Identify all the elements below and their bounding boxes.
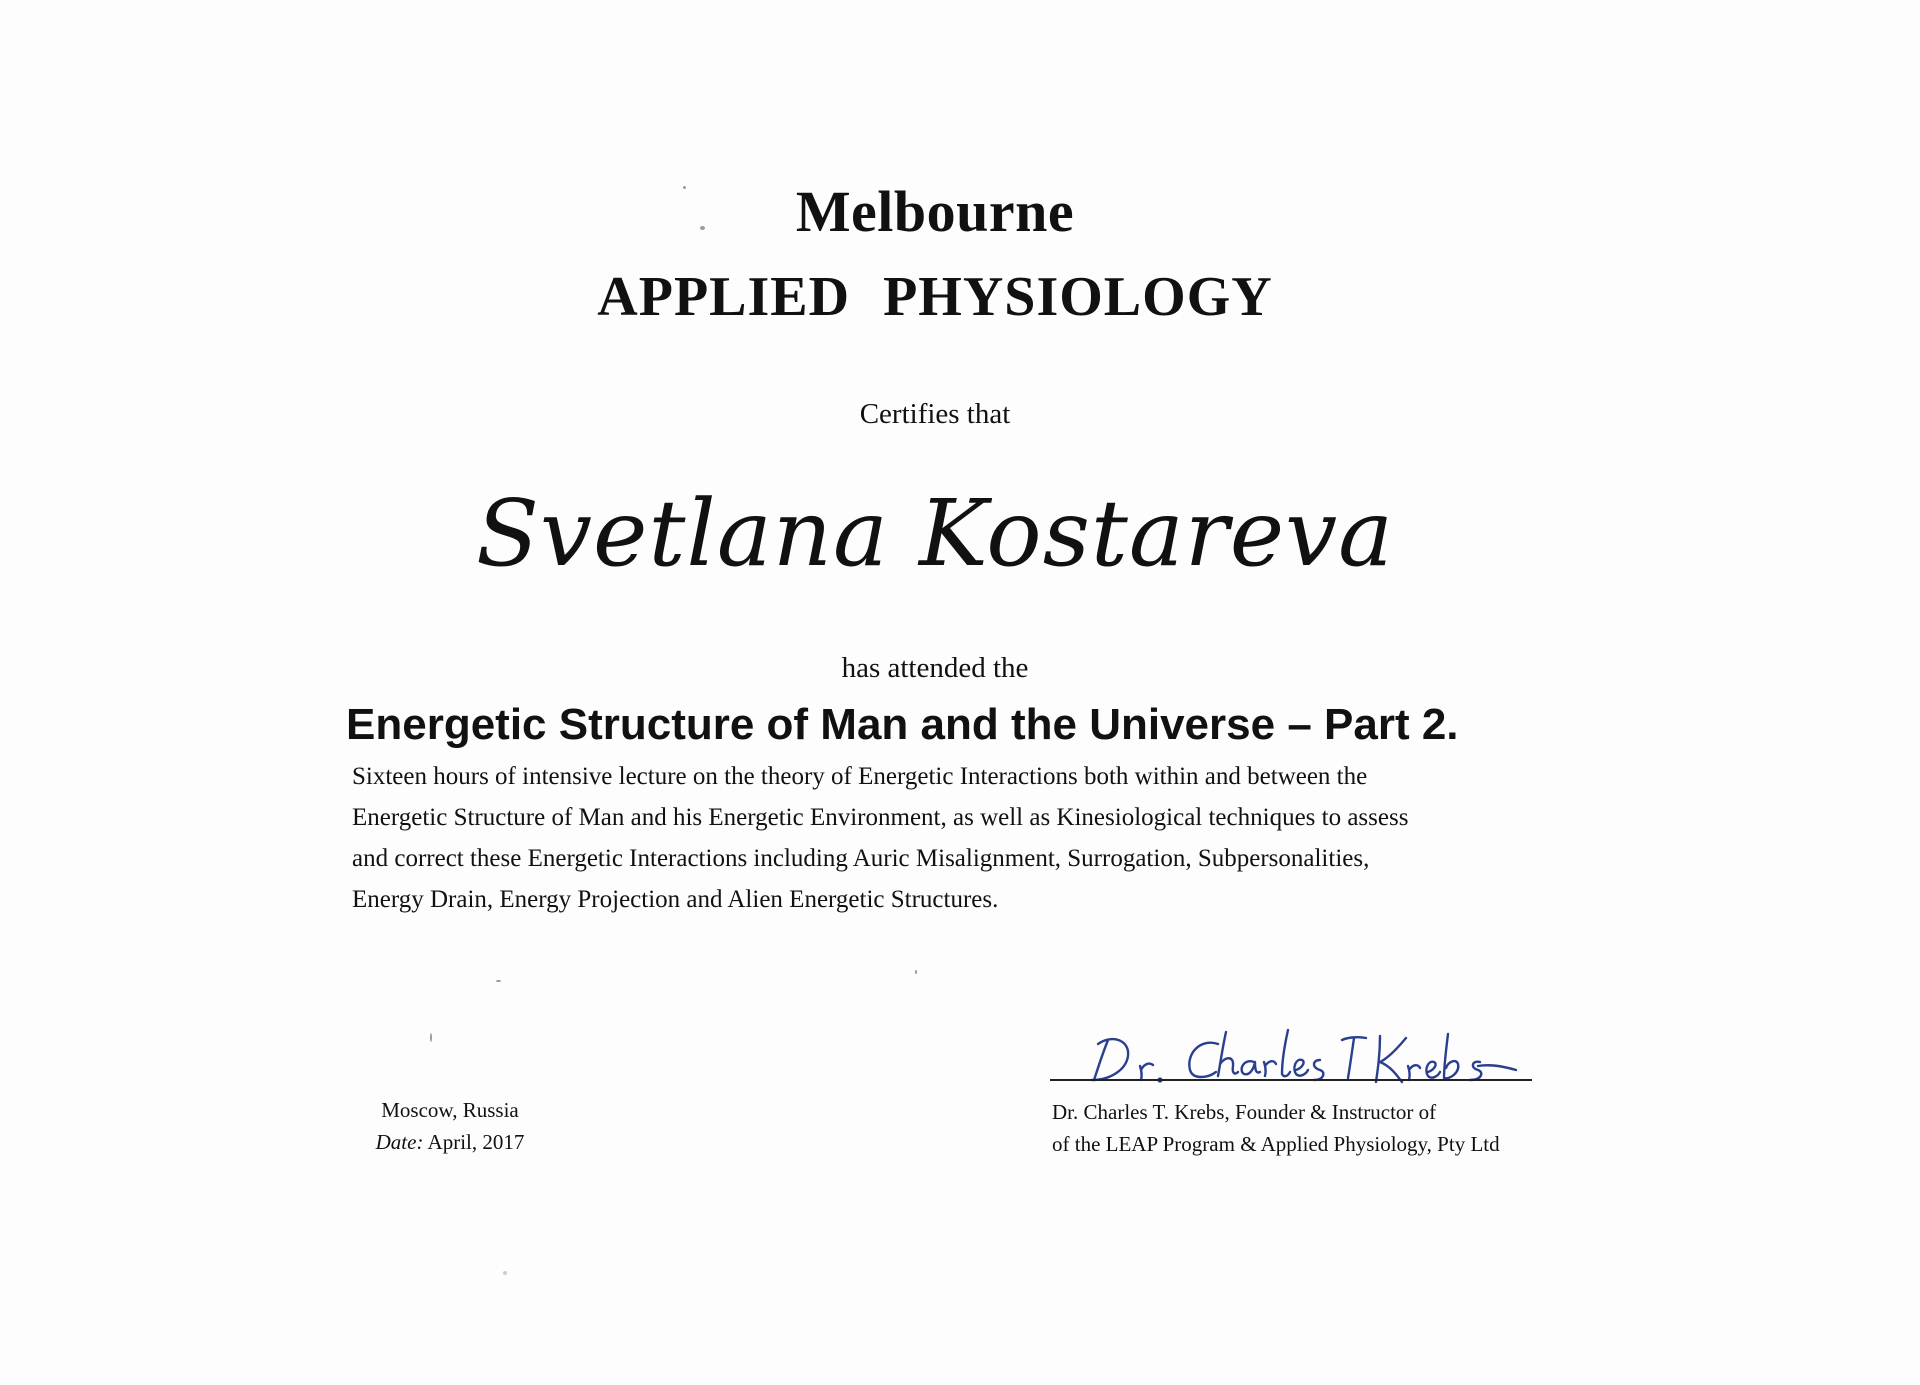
scan-speck [503, 1271, 507, 1275]
date-value: April, 2017 [423, 1130, 525, 1154]
signer-block [1052, 1096, 1500, 1160]
description-line: and correct these Energetic Interactions including Auric Misalignment, Surrogation, Subpersonalities, [352, 845, 1370, 872]
signer-line-2: of the LEAP Program & Applied Physiology, Pty Ltd [1052, 1132, 1500, 1156]
place-text: Moscow, Russia [381, 1098, 519, 1122]
course-description [352, 756, 1562, 920]
organization-name: Melbourne [795, 179, 1075, 244]
organization-subtitle: APPLIED PHYSIOLOGY [597, 266, 1273, 328]
recipient-name: Svetlana Kostareva [476, 480, 1394, 587]
date-label: Date: [375, 1130, 424, 1154]
scan-speck [430, 1033, 432, 1042]
signer-line-1: Dr. Charles T. Krebs, Founder & Instructor of [1052, 1100, 1437, 1124]
scan-speck [915, 970, 917, 974]
course-title: Energetic Structure of Man and the Universe – Part 2. [346, 700, 1459, 749]
handwritten-signature [1050, 1010, 1535, 1090]
place-date-block [340, 1094, 560, 1158]
scan-speck [496, 980, 501, 982]
description-line: Energy Drain, Energy Projection and Alien Energetic Structures. [352, 886, 999, 913]
signature-line [1050, 1079, 1532, 1081]
certifies-text: Certifies that [859, 398, 1011, 430]
description-line: Sixteen hours of intensive lecture on the theory of Energetic Interactions both within and between the [352, 763, 1368, 790]
attended-text: has attended the [841, 652, 1029, 684]
date-line [340, 1126, 560, 1158]
description-line: Energetic Structure of Man and his Energetic Environment, as well as Kinesiological techniques to assess [352, 804, 1409, 831]
